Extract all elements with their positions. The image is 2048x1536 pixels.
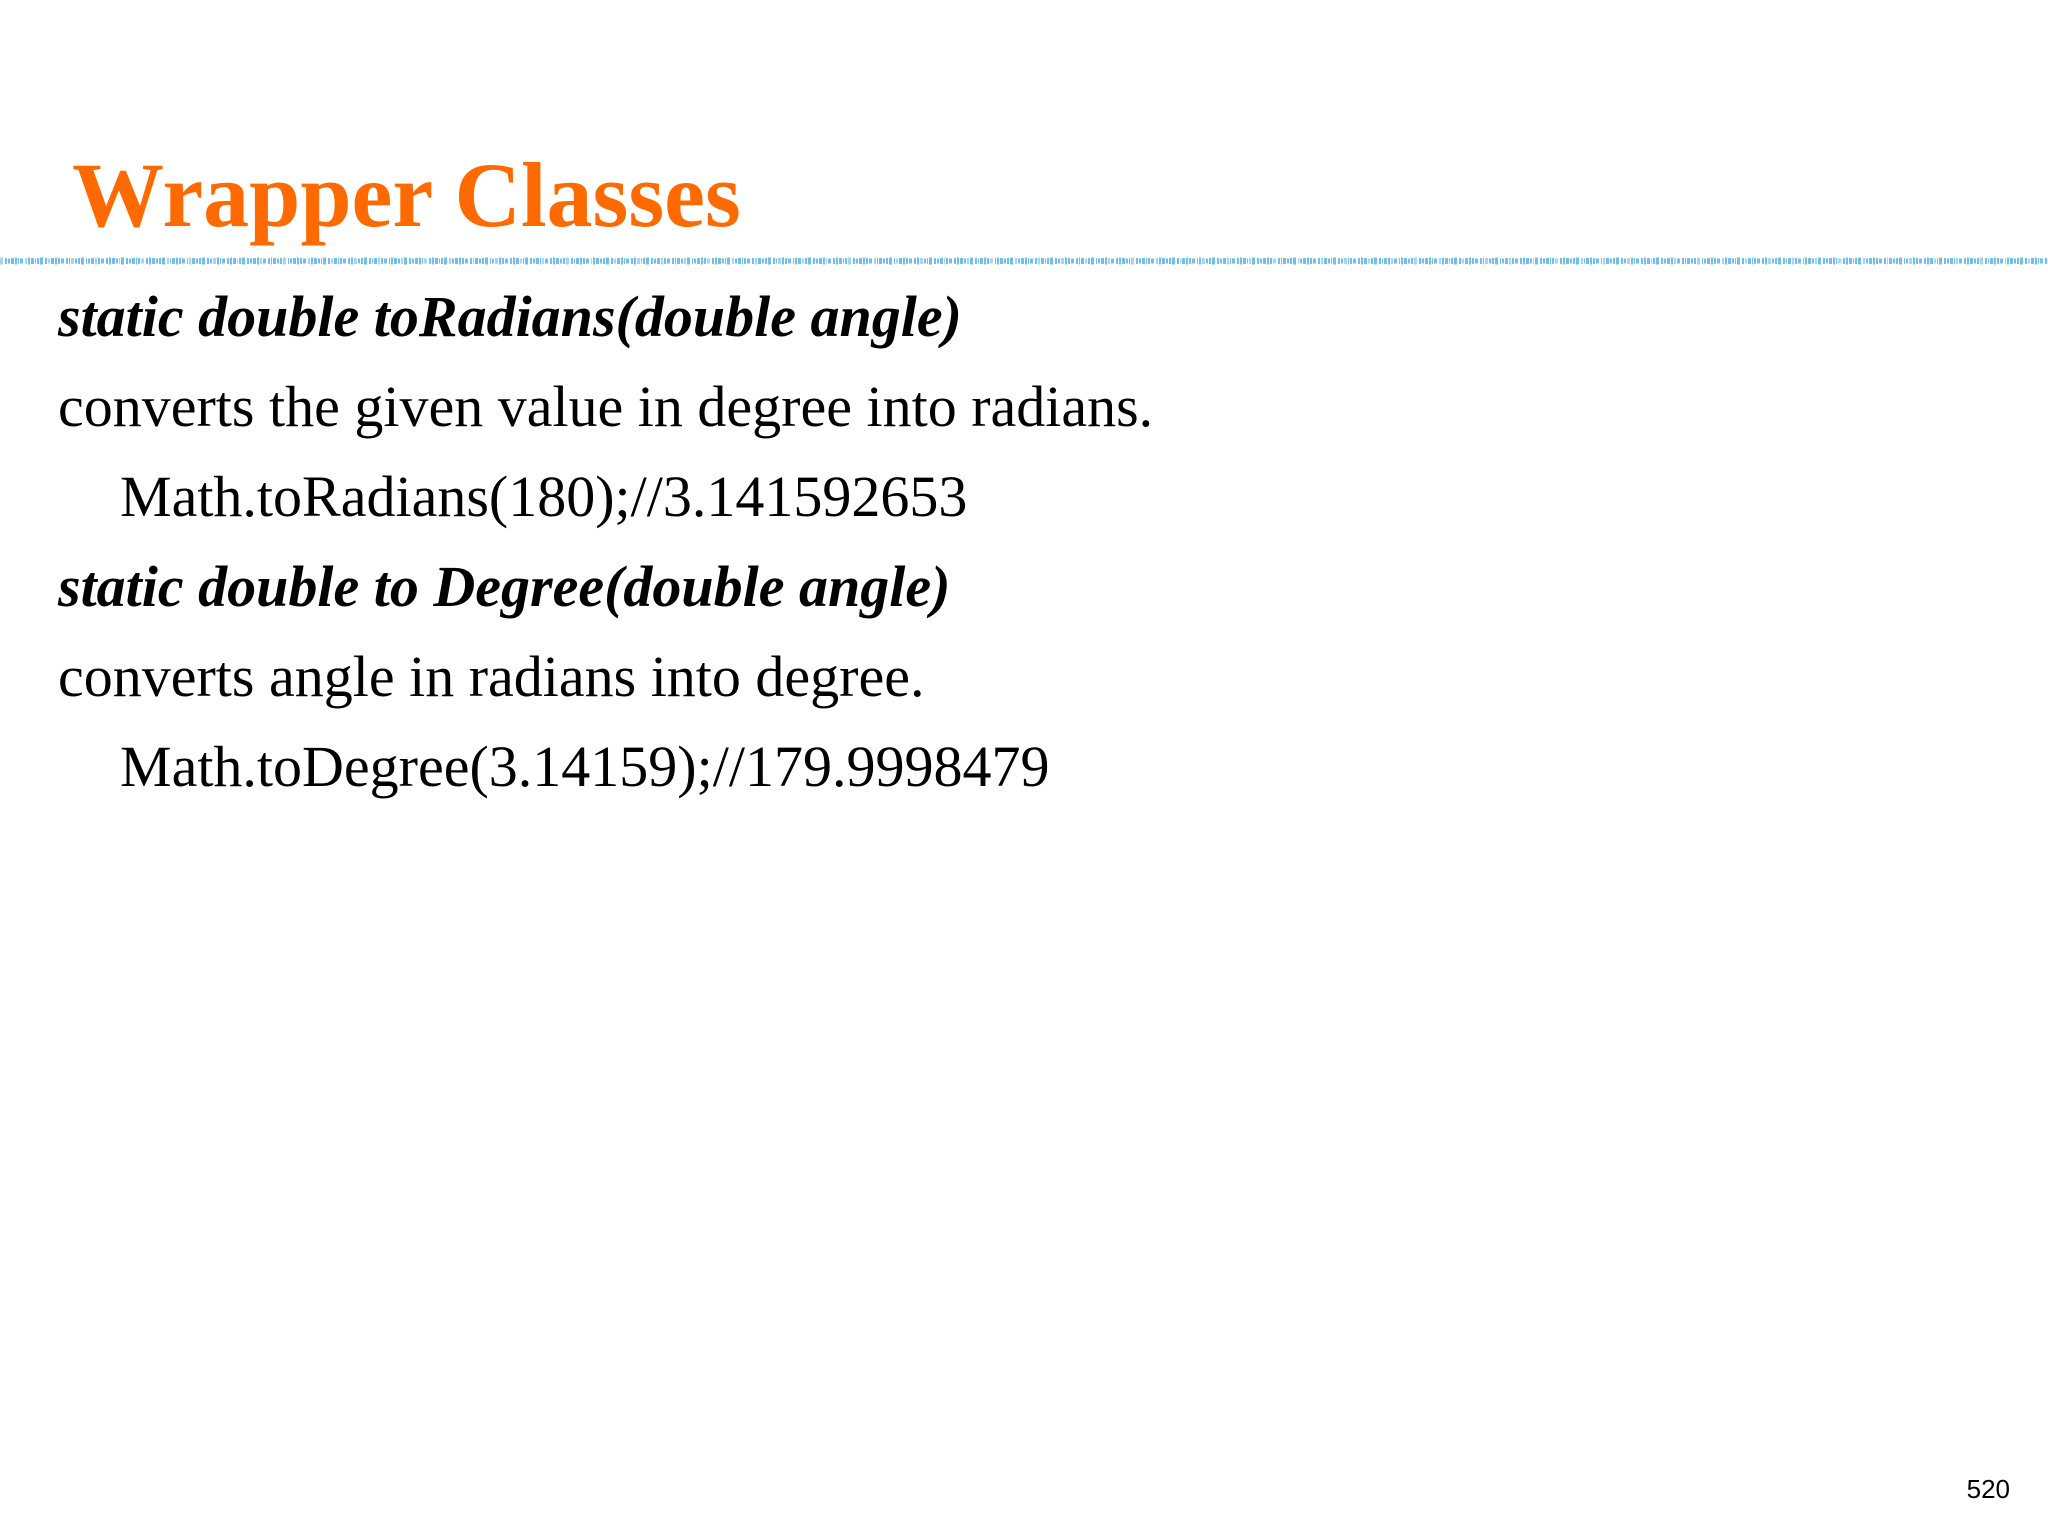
method-description-to-degree: converts angle in radians into degree.: [58, 644, 925, 709]
method-signature-to-degree: static double to Degree(double angle): [58, 554, 951, 619]
code-example-to-degree: Math.toDegree(3.14159);//179.9998479: [120, 734, 1050, 799]
method-signature-to-radians: static double toRadians(double angle): [58, 284, 962, 349]
code-example-to-radians: Math.toRadians(180);//3.141592653: [120, 464, 968, 529]
slide-title: Wrapper Classes: [72, 144, 741, 246]
slide-content: [58, 272, 1958, 812]
title-divider: [0, 255, 2048, 267]
page-number: 520: [1966, 1474, 2010, 1504]
method-description-to-radians: converts the given value in degree into radians.: [58, 374, 1154, 439]
